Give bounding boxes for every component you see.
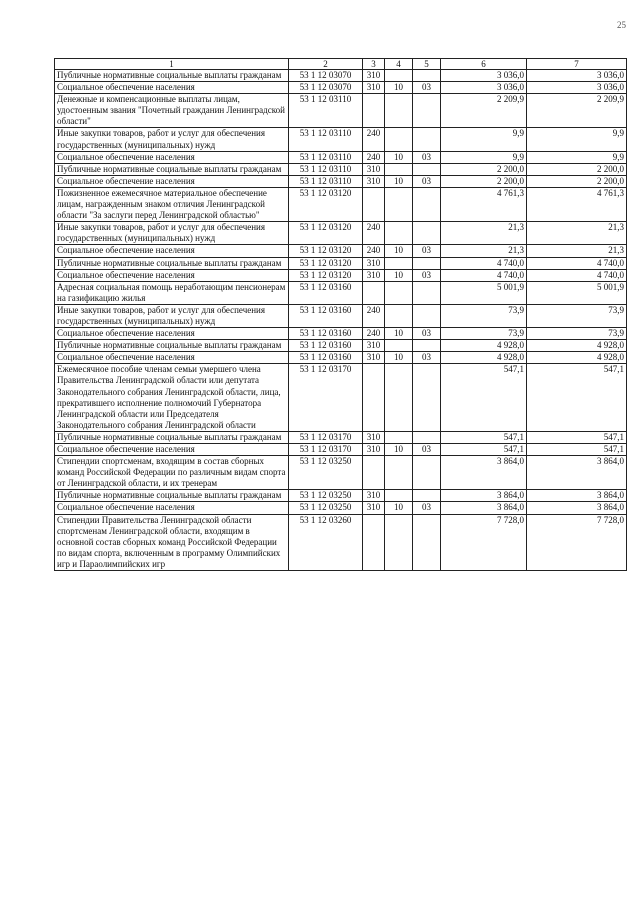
cell-subsection xyxy=(413,431,441,443)
cell-description: Социальное обеспечение населения xyxy=(55,269,289,281)
cell-amount-col6: 5 001,9 xyxy=(441,281,527,304)
cell-amount-col6: 9,9 xyxy=(441,151,527,163)
column-header-5: 5 xyxy=(413,59,441,70)
cell-amount-col6: 3 036,0 xyxy=(441,70,527,82)
cell-expense-type: 240 xyxy=(363,151,385,163)
cell-description: Стипендии спортсменам, входящим в состав сборных команд Российской Федерации по различным видам спорта от Ленинградской области, и их тренерам xyxy=(55,456,289,490)
cell-section xyxy=(385,187,413,221)
cell-amount-col7: 3 864,0 xyxy=(527,456,627,490)
cell-description: Публичные нормативные социальные выплаты гражданам xyxy=(55,431,289,443)
cell-amount-col7: 547,1 xyxy=(527,444,627,456)
cell-description: Социальное обеспечение населения xyxy=(55,245,289,257)
table-row xyxy=(55,187,627,221)
cell-amount-col6: 3 036,0 xyxy=(441,82,527,94)
cell-amount-col7: 4 761,3 xyxy=(527,187,627,221)
cell-amount-col6: 2 200,0 xyxy=(441,163,527,175)
cell-target-code: 53 1 12 03120 xyxy=(289,269,363,281)
cell-section: 10 xyxy=(385,444,413,456)
cell-expense-type xyxy=(363,281,385,304)
cell-target-code: 53 1 12 03070 xyxy=(289,82,363,94)
cell-description: Пожизненное ежемесячное материальное обеспечение лицам, награжденным знаком отличия Ленинградской области "За заслуги перед Ленинградской областью" xyxy=(55,187,289,221)
cell-amount-col7: 7 728,0 xyxy=(527,514,627,570)
column-header-2: 2 xyxy=(289,59,363,70)
cell-description: Иные закупки товаров, работ и услуг для обеспечения государственных (муниципальных) нужд xyxy=(55,128,289,151)
cell-target-code: 53 1 12 03110 xyxy=(289,128,363,151)
cell-expense-type: 310 xyxy=(363,269,385,281)
column-header-3: 3 xyxy=(363,59,385,70)
cell-section xyxy=(385,281,413,304)
cell-expense-type xyxy=(363,187,385,221)
budget-table xyxy=(54,58,627,571)
cell-description: Иные закупки товаров, работ и услуг для обеспечения государственных (муниципальных) нужд xyxy=(55,304,289,327)
cell-target-code: 53 1 12 03120 xyxy=(289,245,363,257)
cell-description: Стипендии Правительства Ленинградской области спортсменам Ленинградской области, входящим в основной состав сборных команд Российской Федерации по видам спорта, включенным в программу Олимпийских игр и Параолимпийских игр xyxy=(55,514,289,570)
cell-section xyxy=(385,128,413,151)
cell-amount-col6: 21,3 xyxy=(441,222,527,245)
cell-expense-type: 240 xyxy=(363,304,385,327)
cell-target-code: 53 1 12 03250 xyxy=(289,502,363,514)
table-row xyxy=(55,257,627,269)
cell-amount-col6: 547,1 xyxy=(441,431,527,443)
cell-amount-col7: 21,3 xyxy=(527,222,627,245)
cell-amount-col6: 2 200,0 xyxy=(441,175,527,187)
cell-section: 10 xyxy=(385,175,413,187)
cell-description: Иные закупки товаров, работ и услуг для обеспечения государственных (муниципальных) нужд xyxy=(55,222,289,245)
cell-amount-col6: 9,9 xyxy=(441,128,527,151)
table-row xyxy=(55,364,627,432)
cell-subsection: 03 xyxy=(413,502,441,514)
cell-description: Публичные нормативные социальные выплаты гражданам xyxy=(55,257,289,269)
cell-target-code: 53 1 12 03170 xyxy=(289,444,363,456)
cell-description: Социальное обеспечение населения xyxy=(55,444,289,456)
cell-expense-type: 310 xyxy=(363,490,385,502)
cell-amount-col7: 2 209,9 xyxy=(527,94,627,128)
cell-section xyxy=(385,94,413,128)
cell-target-code: 53 1 12 03120 xyxy=(289,222,363,245)
cell-amount-col7: 3 864,0 xyxy=(527,502,627,514)
cell-target-code: 53 1 12 03070 xyxy=(289,70,363,82)
table-row xyxy=(55,340,627,352)
cell-amount-col6: 21,3 xyxy=(441,245,527,257)
cell-section xyxy=(385,222,413,245)
cell-target-code: 53 1 12 03160 xyxy=(289,328,363,340)
cell-expense-type: 310 xyxy=(363,175,385,187)
cell-subsection: 03 xyxy=(413,151,441,163)
cell-expense-type: 310 xyxy=(363,82,385,94)
cell-section xyxy=(385,70,413,82)
cell-subsection xyxy=(413,128,441,151)
cell-amount-col6: 4 928,0 xyxy=(441,352,527,364)
cell-amount-col7: 21,3 xyxy=(527,245,627,257)
cell-section xyxy=(385,163,413,175)
cell-description: Публичные нормативные социальные выплаты гражданам xyxy=(55,490,289,502)
cell-amount-col6: 3 864,0 xyxy=(441,456,527,490)
cell-target-code: 53 1 12 03160 xyxy=(289,281,363,304)
table-row xyxy=(55,151,627,163)
cell-target-code: 53 1 12 03110 xyxy=(289,175,363,187)
cell-target-code: 53 1 12 03250 xyxy=(289,490,363,502)
cell-target-code: 53 1 12 03260 xyxy=(289,514,363,570)
cell-section xyxy=(385,304,413,327)
cell-amount-col7: 9,9 xyxy=(527,151,627,163)
cell-description: Публичные нормативные социальные выплаты гражданам xyxy=(55,340,289,352)
cell-subsection: 03 xyxy=(413,245,441,257)
cell-expense-type: 240 xyxy=(363,328,385,340)
cell-target-code: 53 1 12 03160 xyxy=(289,304,363,327)
cell-subsection xyxy=(413,70,441,82)
table-row xyxy=(55,269,627,281)
cell-amount-col7: 9,9 xyxy=(527,128,627,151)
cell-subsection xyxy=(413,94,441,128)
cell-target-code: 53 1 12 03110 xyxy=(289,94,363,128)
cell-target-code: 53 1 12 03110 xyxy=(289,163,363,175)
cell-amount-col6: 4 928,0 xyxy=(441,340,527,352)
cell-amount-col6: 3 864,0 xyxy=(441,502,527,514)
cell-description: Социальное обеспечение населения xyxy=(55,352,289,364)
cell-subsection: 03 xyxy=(413,328,441,340)
table-row xyxy=(55,490,627,502)
table-row xyxy=(55,163,627,175)
cell-amount-col7: 4 740,0 xyxy=(527,257,627,269)
cell-subsection xyxy=(413,304,441,327)
cell-description: Социальное обеспечение населения xyxy=(55,82,289,94)
table-row xyxy=(55,281,627,304)
cell-section: 10 xyxy=(385,269,413,281)
cell-target-code: 53 1 12 03170 xyxy=(289,431,363,443)
table-row xyxy=(55,502,627,514)
cell-amount-col6: 4 740,0 xyxy=(441,269,527,281)
cell-target-code: 53 1 12 03110 xyxy=(289,151,363,163)
cell-subsection xyxy=(413,222,441,245)
cell-expense-type: 240 xyxy=(363,245,385,257)
table-header-row xyxy=(55,59,627,70)
cell-amount-col6: 7 728,0 xyxy=(441,514,527,570)
cell-amount-col6: 4 740,0 xyxy=(441,257,527,269)
cell-amount-col7: 547,1 xyxy=(527,364,627,432)
cell-amount-col6: 547,1 xyxy=(441,444,527,456)
cell-section xyxy=(385,364,413,432)
cell-subsection: 03 xyxy=(413,82,441,94)
cell-description: Социальное обеспечение населения xyxy=(55,502,289,514)
cell-section: 10 xyxy=(385,151,413,163)
cell-section xyxy=(385,340,413,352)
table-row xyxy=(55,222,627,245)
cell-subsection xyxy=(413,163,441,175)
cell-expense-type: 310 xyxy=(363,444,385,456)
cell-subsection: 03 xyxy=(413,352,441,364)
cell-amount-col7: 4 928,0 xyxy=(527,352,627,364)
cell-expense-type: 310 xyxy=(363,257,385,269)
table-row xyxy=(55,514,627,570)
cell-subsection: 03 xyxy=(413,444,441,456)
cell-target-code: 53 1 12 03120 xyxy=(289,187,363,221)
cell-section xyxy=(385,431,413,443)
cell-target-code: 53 1 12 03170 xyxy=(289,364,363,432)
cell-description: Денежные и компенсационные выплаты лицам, удостоенным звания "Почетный гражданин Ленинградской области" xyxy=(55,94,289,128)
cell-amount-col7: 5 001,9 xyxy=(527,281,627,304)
table-row xyxy=(55,175,627,187)
cell-expense-type xyxy=(363,94,385,128)
cell-expense-type: 310 xyxy=(363,352,385,364)
table-row xyxy=(55,456,627,490)
table-row xyxy=(55,352,627,364)
cell-section: 10 xyxy=(385,352,413,364)
cell-section: 10 xyxy=(385,502,413,514)
cell-description: Социальное обеспечение населения xyxy=(55,328,289,340)
cell-subsection xyxy=(413,514,441,570)
cell-amount-col6: 73,9 xyxy=(441,328,527,340)
cell-subsection xyxy=(413,281,441,304)
cell-amount-col6: 3 864,0 xyxy=(441,490,527,502)
cell-description: Публичные нормативные социальные выплаты гражданам xyxy=(55,70,289,82)
cell-amount-col7: 3 864,0 xyxy=(527,490,627,502)
cell-amount-col7: 2 200,0 xyxy=(527,175,627,187)
table-row xyxy=(55,82,627,94)
cell-amount-col7: 2 200,0 xyxy=(527,163,627,175)
table-body xyxy=(55,70,627,571)
table-row xyxy=(55,128,627,151)
column-header-6: 6 xyxy=(441,59,527,70)
cell-description: Ежемесячное пособие членам семьи умершего члена Правительства Ленинградской области или депутата Законодательного собрания Ленинградской области, лица, прекратившего исполнение полномочий Губернатора Ленинградской области или Председателя Законодательного собрания Ленинградской области xyxy=(55,364,289,432)
cell-expense-type: 310 xyxy=(363,340,385,352)
cell-subsection: 03 xyxy=(413,269,441,281)
cell-amount-col7: 4 740,0 xyxy=(527,269,627,281)
cell-expense-type: 310 xyxy=(363,502,385,514)
cell-expense-type: 310 xyxy=(363,431,385,443)
column-header-4: 4 xyxy=(385,59,413,70)
cell-subsection: 03 xyxy=(413,175,441,187)
cell-section xyxy=(385,257,413,269)
cell-amount-col7: 73,9 xyxy=(527,328,627,340)
table-row xyxy=(55,70,627,82)
cell-section xyxy=(385,514,413,570)
cell-subsection xyxy=(413,490,441,502)
cell-amount-col7: 73,9 xyxy=(527,304,627,327)
cell-amount-col7: 4 928,0 xyxy=(527,340,627,352)
table-row xyxy=(55,245,627,257)
column-header-7: 7 xyxy=(527,59,627,70)
table-row xyxy=(55,431,627,443)
table-row xyxy=(55,328,627,340)
cell-expense-type xyxy=(363,456,385,490)
cell-amount-col7: 547,1 xyxy=(527,431,627,443)
cell-target-code: 53 1 12 03120 xyxy=(289,257,363,269)
column-header-1: 1 xyxy=(55,59,289,70)
cell-amount-col6: 2 209,9 xyxy=(441,94,527,128)
cell-expense-type: 310 xyxy=(363,163,385,175)
cell-description: Публичные нормативные социальные выплаты гражданам xyxy=(55,163,289,175)
table-row xyxy=(55,304,627,327)
cell-section xyxy=(385,456,413,490)
cell-expense-type: 240 xyxy=(363,222,385,245)
cell-amount-col6: 547,1 xyxy=(441,364,527,432)
table-row xyxy=(55,94,627,128)
cell-subsection xyxy=(413,340,441,352)
cell-amount-col7: 3 036,0 xyxy=(527,82,627,94)
cell-section xyxy=(385,490,413,502)
cell-expense-type xyxy=(363,514,385,570)
cell-description: Социальное обеспечение населения xyxy=(55,151,289,163)
cell-expense-type xyxy=(363,364,385,432)
page-number: 25 xyxy=(617,20,626,30)
cell-subsection xyxy=(413,187,441,221)
cell-expense-type: 310 xyxy=(363,70,385,82)
cell-amount-col7: 3 036,0 xyxy=(527,70,627,82)
cell-section: 10 xyxy=(385,82,413,94)
cell-target-code: 53 1 12 03250 xyxy=(289,456,363,490)
cell-amount-col6: 4 761,3 xyxy=(441,187,527,221)
cell-target-code: 53 1 12 03160 xyxy=(289,340,363,352)
cell-expense-type: 240 xyxy=(363,128,385,151)
cell-description: Адресная социальная помощь неработающим пенсионерам на газификацию жилья xyxy=(55,281,289,304)
cell-target-code: 53 1 12 03160 xyxy=(289,352,363,364)
cell-subsection xyxy=(413,364,441,432)
cell-section: 10 xyxy=(385,245,413,257)
cell-section: 10 xyxy=(385,328,413,340)
cell-subsection xyxy=(413,257,441,269)
cell-amount-col6: 73,9 xyxy=(441,304,527,327)
cell-description: Социальное обеспечение населения xyxy=(55,175,289,187)
cell-subsection xyxy=(413,456,441,490)
table-row xyxy=(55,444,627,456)
